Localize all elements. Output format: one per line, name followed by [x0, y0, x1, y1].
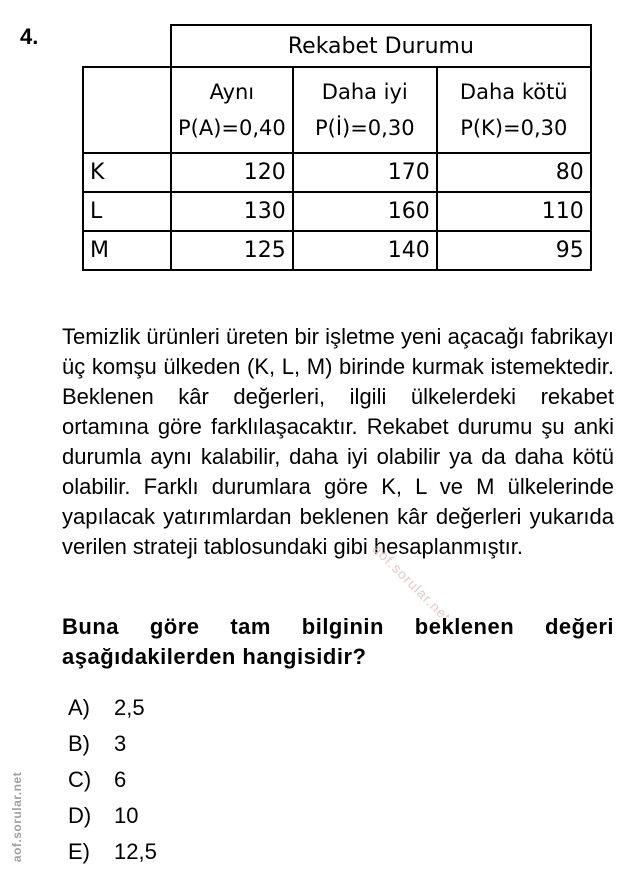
problem-paragraph: Temizlik ürünleri üreten bir işletme yeni açacağı fabrikayı üç komşu ülkeden (K, L, M) birinde kurmak istemektedir. Beklenen kâr değerleri, ilgili ülkelerdeki rekabet ortamına göre farklılaşacaktır. Rekabet durumu şu anki durumla aynı kalabilir, daha iyi olabilir ya da daha kötü olabilir. Farklı durumlara göre K, L ve M ülkelerinde yapılacak yatırımlardan beklenen kâr değerleri yukarıda verilen strateji tablosundaki gibi hesaplanmıştır. [62, 324, 614, 559]
table-corner-blank [83, 25, 171, 67]
table-row [83, 231, 591, 270]
row-label: M [83, 231, 171, 270]
option-e[interactable] [68, 834, 157, 870]
table-cell: 140 [293, 231, 437, 270]
column-probability: P(İ)=0,30 [314, 116, 415, 140]
table-cell: 120 [171, 153, 293, 192]
option-value: 12,5 [114, 839, 157, 864]
row-label: K [83, 153, 171, 192]
table-cell: 160 [293, 192, 437, 231]
column-header-better [293, 67, 437, 153]
option-letter: E) [68, 839, 90, 864]
table-cell: 125 [171, 231, 293, 270]
column-header-same [171, 67, 293, 153]
table-cell: 130 [171, 192, 293, 231]
option-a[interactable] [68, 690, 157, 726]
option-letter: A) [68, 695, 90, 720]
question-number: 4. [20, 24, 39, 49]
option-b[interactable] [68, 726, 157, 762]
option-value: 3 [114, 731, 127, 756]
option-value: 6 [114, 767, 127, 792]
answer-options [68, 690, 157, 870]
table-header-row [83, 67, 591, 153]
diagonal-watermark: aof.sorular.net [369, 540, 455, 626]
option-c[interactable] [68, 762, 157, 798]
table-row [83, 192, 591, 231]
payoff-table [82, 24, 592, 271]
table-cell: 80 [437, 153, 591, 192]
option-d[interactable] [68, 798, 157, 834]
option-letter: B) [68, 731, 90, 756]
table-row [83, 153, 591, 192]
option-value: 2,5 [114, 695, 145, 720]
column-label: Aynı [209, 80, 255, 104]
column-probability: P(K)=0,30 [460, 116, 568, 140]
column-probability: P(A)=0,40 [178, 116, 286, 140]
table-title-row [83, 25, 591, 67]
column-header-worse [437, 67, 591, 153]
table-cell: 95 [437, 231, 591, 270]
row-label: L [83, 192, 171, 231]
question-text: Buna göre tam bilginin beklenen değeri aşağıdakilerden hangisidir? [62, 614, 614, 669]
table-cell: 110 [437, 192, 591, 231]
table-title: Rekabet Durumu [171, 25, 591, 67]
table-cell: 170 [293, 153, 437, 192]
option-value: 10 [114, 803, 139, 828]
option-letter: C) [68, 767, 92, 792]
option-letter: D) [68, 803, 92, 828]
table-header-blank [83, 67, 171, 153]
column-label: Daha iyi [321, 80, 408, 104]
column-label: Daha kötü [459, 80, 568, 104]
side-watermark: aof.sorular.net [10, 771, 25, 863]
